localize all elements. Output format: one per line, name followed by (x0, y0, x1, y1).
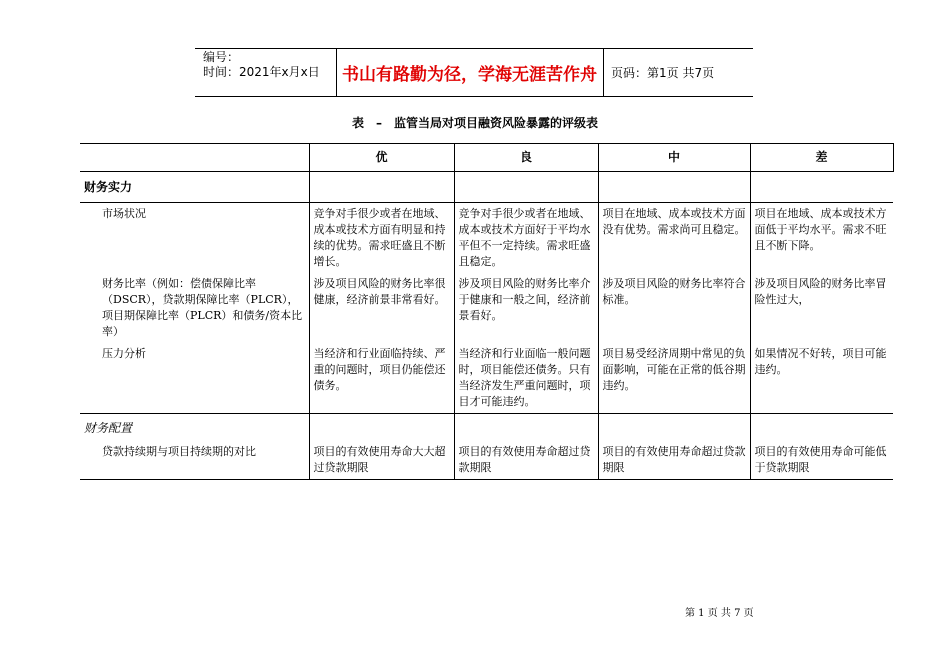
table-cell: 涉及项目风险的财务比率介于健康和一般之间，经济前景看好。 (454, 273, 598, 343)
header-motto: 书山有路勤为径，学海无涯苦作舟 (342, 64, 597, 85)
table-cell: 当经济和行业面临一般问题时，项目能偿还债务。只有当经济发生严重问题时，项目才可能违约。 (454, 343, 598, 414)
table-cell: 竞争对手很少或者在地域、成本或技术方面好于平均水平但不一定持续。需求旺盛且稳定。 (454, 203, 598, 274)
document-title: 表 – 监管当局对项目融资风险暴露的评级表 (351, 116, 598, 130)
column-header-fair: 中 (598, 144, 750, 172)
table-row (80, 273, 893, 343)
table-cell: 项目的有效使用寿命超过贷款期限 (598, 441, 750, 480)
date-label: 时间：2021年x月x日 (203, 65, 320, 79)
section-label: 财务配置 (80, 414, 309, 442)
table-cell: 项目在地域、成本或技术方面低于平均水平。需求不旺且不断下降。 (750, 203, 893, 274)
table-row (80, 203, 893, 274)
table-cell: 项目的有效使用寿命超过贷款期限 (454, 441, 598, 480)
table-cell: 竞争对手很少或者在地域、成本或技术方面有明显和持续的优势。需求旺盛且不断增长。 (309, 203, 454, 274)
header-meta (203, 50, 320, 80)
column-header-good: 良 (454, 144, 598, 172)
criterion-label: 市场状况 (80, 203, 309, 274)
section-row (80, 414, 893, 442)
page-footer: 第 1 页 共 7 页 (685, 608, 754, 619)
column-header-poor: 差 (750, 144, 893, 172)
table-cell: 涉及项目风险的财务比率很健康，经济前景非常看好。 (309, 273, 454, 343)
table-cell: 涉及项目风险的财务比率符合标准。 (598, 273, 750, 343)
table-cell: 项目的有效使用寿命大大超过贷款期限 (309, 441, 454, 480)
section-row (80, 172, 893, 203)
number-label: 编号： (203, 50, 240, 64)
table-cell: 如果情况不好转，项目可能违约。 (750, 343, 893, 414)
table-cell: 项目的有效使用寿命可能低于贷款期限 (750, 441, 893, 480)
table-cell: 涉及项目风险的财务比率冒险性过大， (750, 273, 893, 343)
table-header-row (80, 144, 893, 172)
criterion-label: 贷款持续期与项目持续期的对比 (80, 441, 309, 480)
header-divider (603, 48, 604, 96)
header-bottom-rule (195, 96, 753, 97)
table-row (80, 343, 893, 414)
section-label: 财务实力 (80, 172, 309, 203)
criterion-label: 财务比率（例如：偿债保障比率（DSCR），贷款期保障比率（PLCR），项目期保障比率（PLCR）和债务/资本比率） (102, 277, 303, 338)
table-row (80, 441, 893, 480)
criterion-label: 压力分析 (102, 347, 146, 360)
table-cell: 当经济和行业面临持续、严重的问题时，项目仍能偿还债务。 (309, 343, 454, 414)
column-header-excellent: 优 (309, 144, 454, 172)
table-cell: 项目在地域、成本或技术方面没有优势。需求尚可且稳定。 (598, 203, 750, 274)
rating-table (80, 143, 894, 480)
column-header (80, 144, 309, 172)
table-cell: 项目易受经济周期中常见的负面影响，可能在正常的低谷期违约。 (598, 343, 750, 414)
header-page-info: 页码：第1页 共7页 (611, 65, 715, 80)
